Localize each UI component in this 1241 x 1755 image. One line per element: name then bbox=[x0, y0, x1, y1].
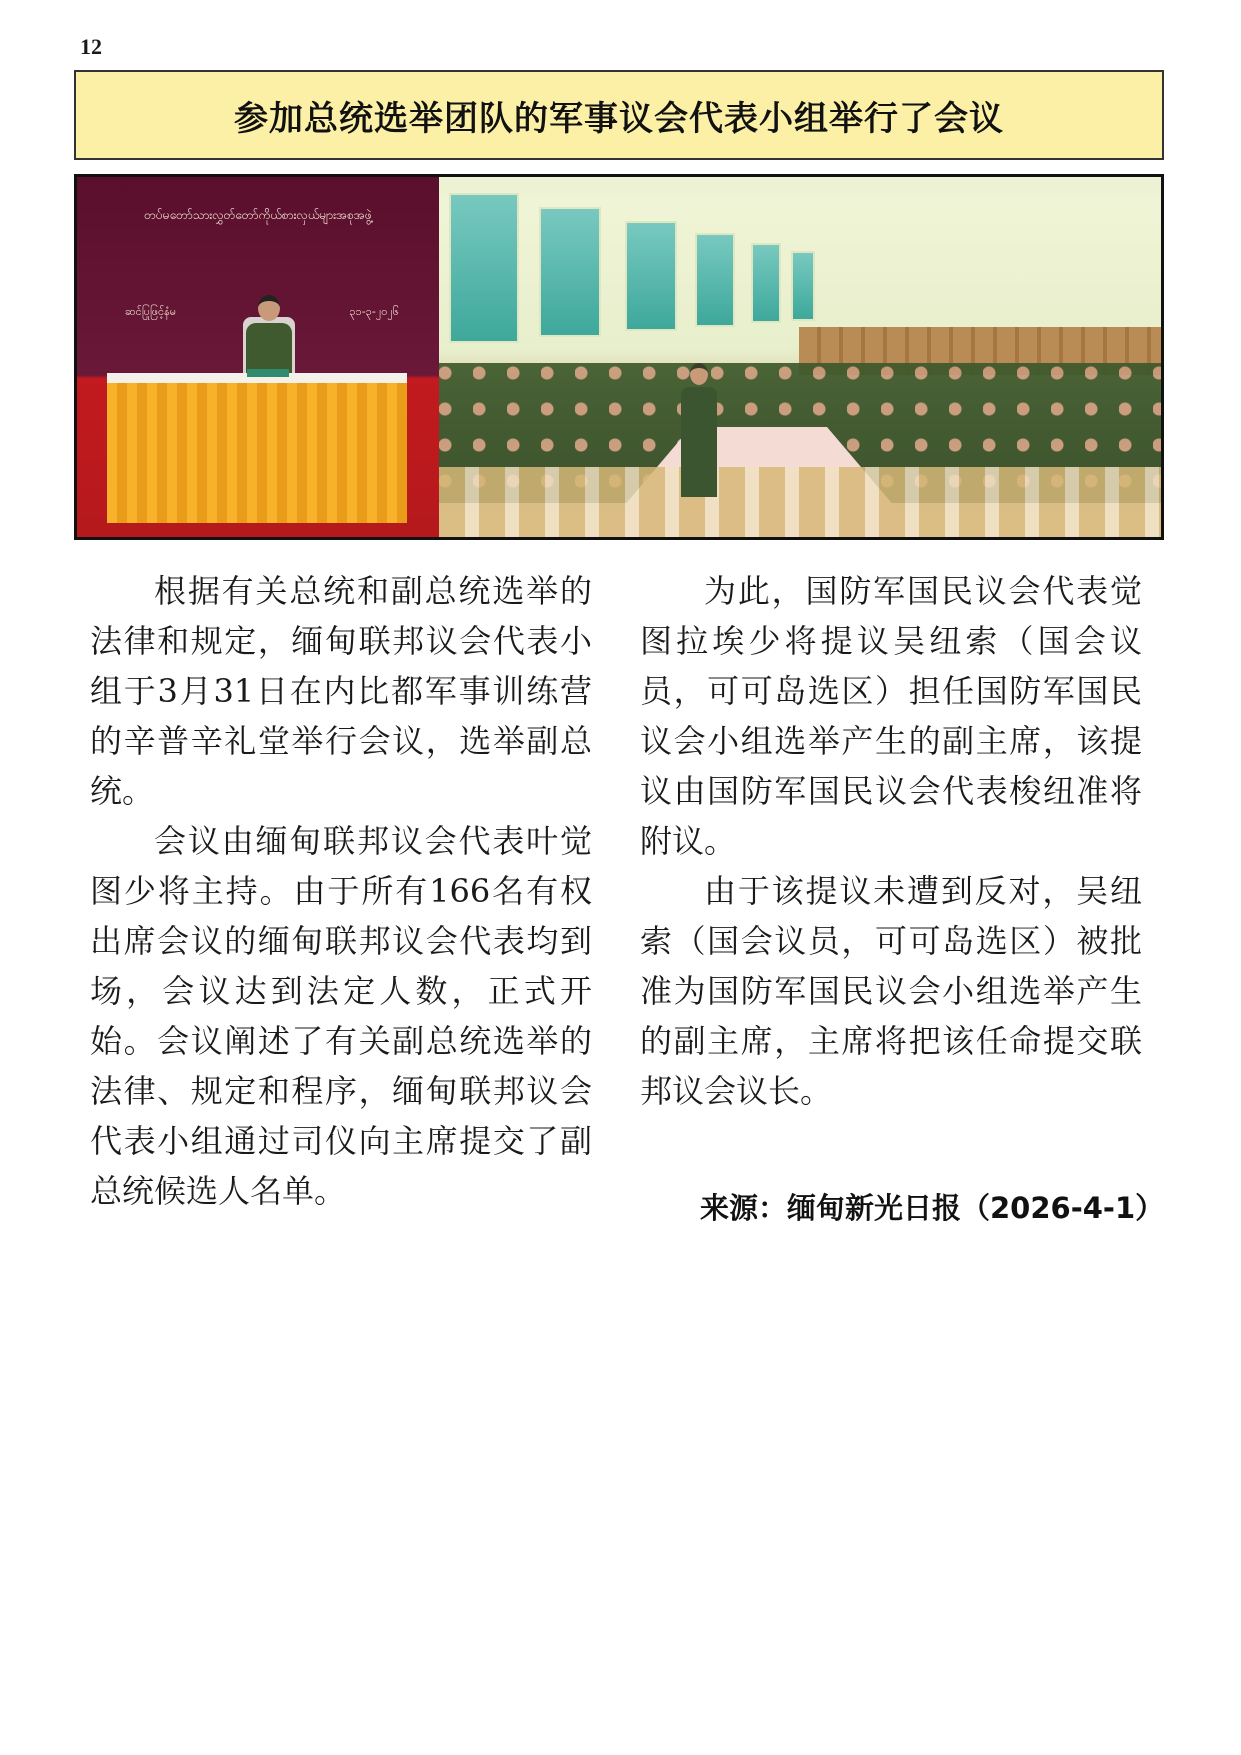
window-shape bbox=[791, 251, 815, 321]
ceiling-shape bbox=[439, 177, 1161, 195]
window-shape bbox=[625, 221, 677, 331]
standing-speaker-figure bbox=[679, 363, 719, 503]
article-column-right bbox=[640, 566, 1142, 1116]
article-column-left bbox=[90, 566, 592, 1216]
nameplate-shape bbox=[247, 369, 289, 377]
window-shape bbox=[751, 243, 781, 323]
photo-banner-subtext-left: ဆင်ပြုဖြင့်နံမ bbox=[125, 305, 177, 318]
photo-chairman-at-table bbox=[77, 177, 439, 537]
window-shape bbox=[449, 193, 519, 343]
seated-officer-figure bbox=[245, 295, 293, 373]
window-shape bbox=[539, 207, 601, 337]
article-paragraph: 为此，国防军国民议会代表觉图拉埃少将提议吴纽索（国会议员，可可岛选区）担任国防军国民议会小组选举产生的副主席，该提议由国防军国民议会代表梭纽准将附议。 bbox=[640, 572, 1142, 860]
photo-assembly-hall bbox=[439, 177, 1161, 537]
article-title: 参加总统选举团队的军事议会代表小组举行了会议 bbox=[234, 98, 1004, 139]
article-paragraph: 由于该提议未遭到反对，吴纽索（国会议员，可可岛选区）被批准为国防军国民议会小组选举产生的副主席，主席将把该任命提交联邦议会议长。 bbox=[640, 872, 1142, 1110]
article-paragraph: 会议由缅甸联邦议会代表叶觉图少将主持。由于所有166名有权出席会议的缅甸联邦议会代表均到场，会议达到法定人数，正式开始。会议阐述了有关副总统选举的法律、规定和程序，缅甸联邦议会代表小组通过司仪向主席提交了副总统候选人名单。 bbox=[90, 822, 592, 1210]
photo-banner-date: ၃၁-၃-၂၀၂၆ bbox=[349, 305, 399, 318]
article-source: 来源：缅甸新光日报（2026-4-1） bbox=[700, 1191, 1165, 1225]
article-paragraph: 根据有关总统和副总统选举的法律和规定，缅甸联邦议会代表小组于3月31日在内比都军事训练营的辛普辛礼堂举行会议，选举副总统。 bbox=[90, 572, 592, 810]
article-title-box bbox=[74, 70, 1164, 160]
photo-strip bbox=[74, 174, 1164, 540]
draped-table-shape bbox=[107, 373, 407, 523]
window-shape bbox=[695, 233, 735, 327]
page-number: 12 bbox=[80, 34, 102, 59]
photo-banner-text: တပ်မတော်သားလွှတ်တော်ကိုယ်စားလှယ်များအစုအဖွဲ့ bbox=[144, 208, 372, 222]
front-chairs-shape bbox=[439, 467, 1161, 537]
